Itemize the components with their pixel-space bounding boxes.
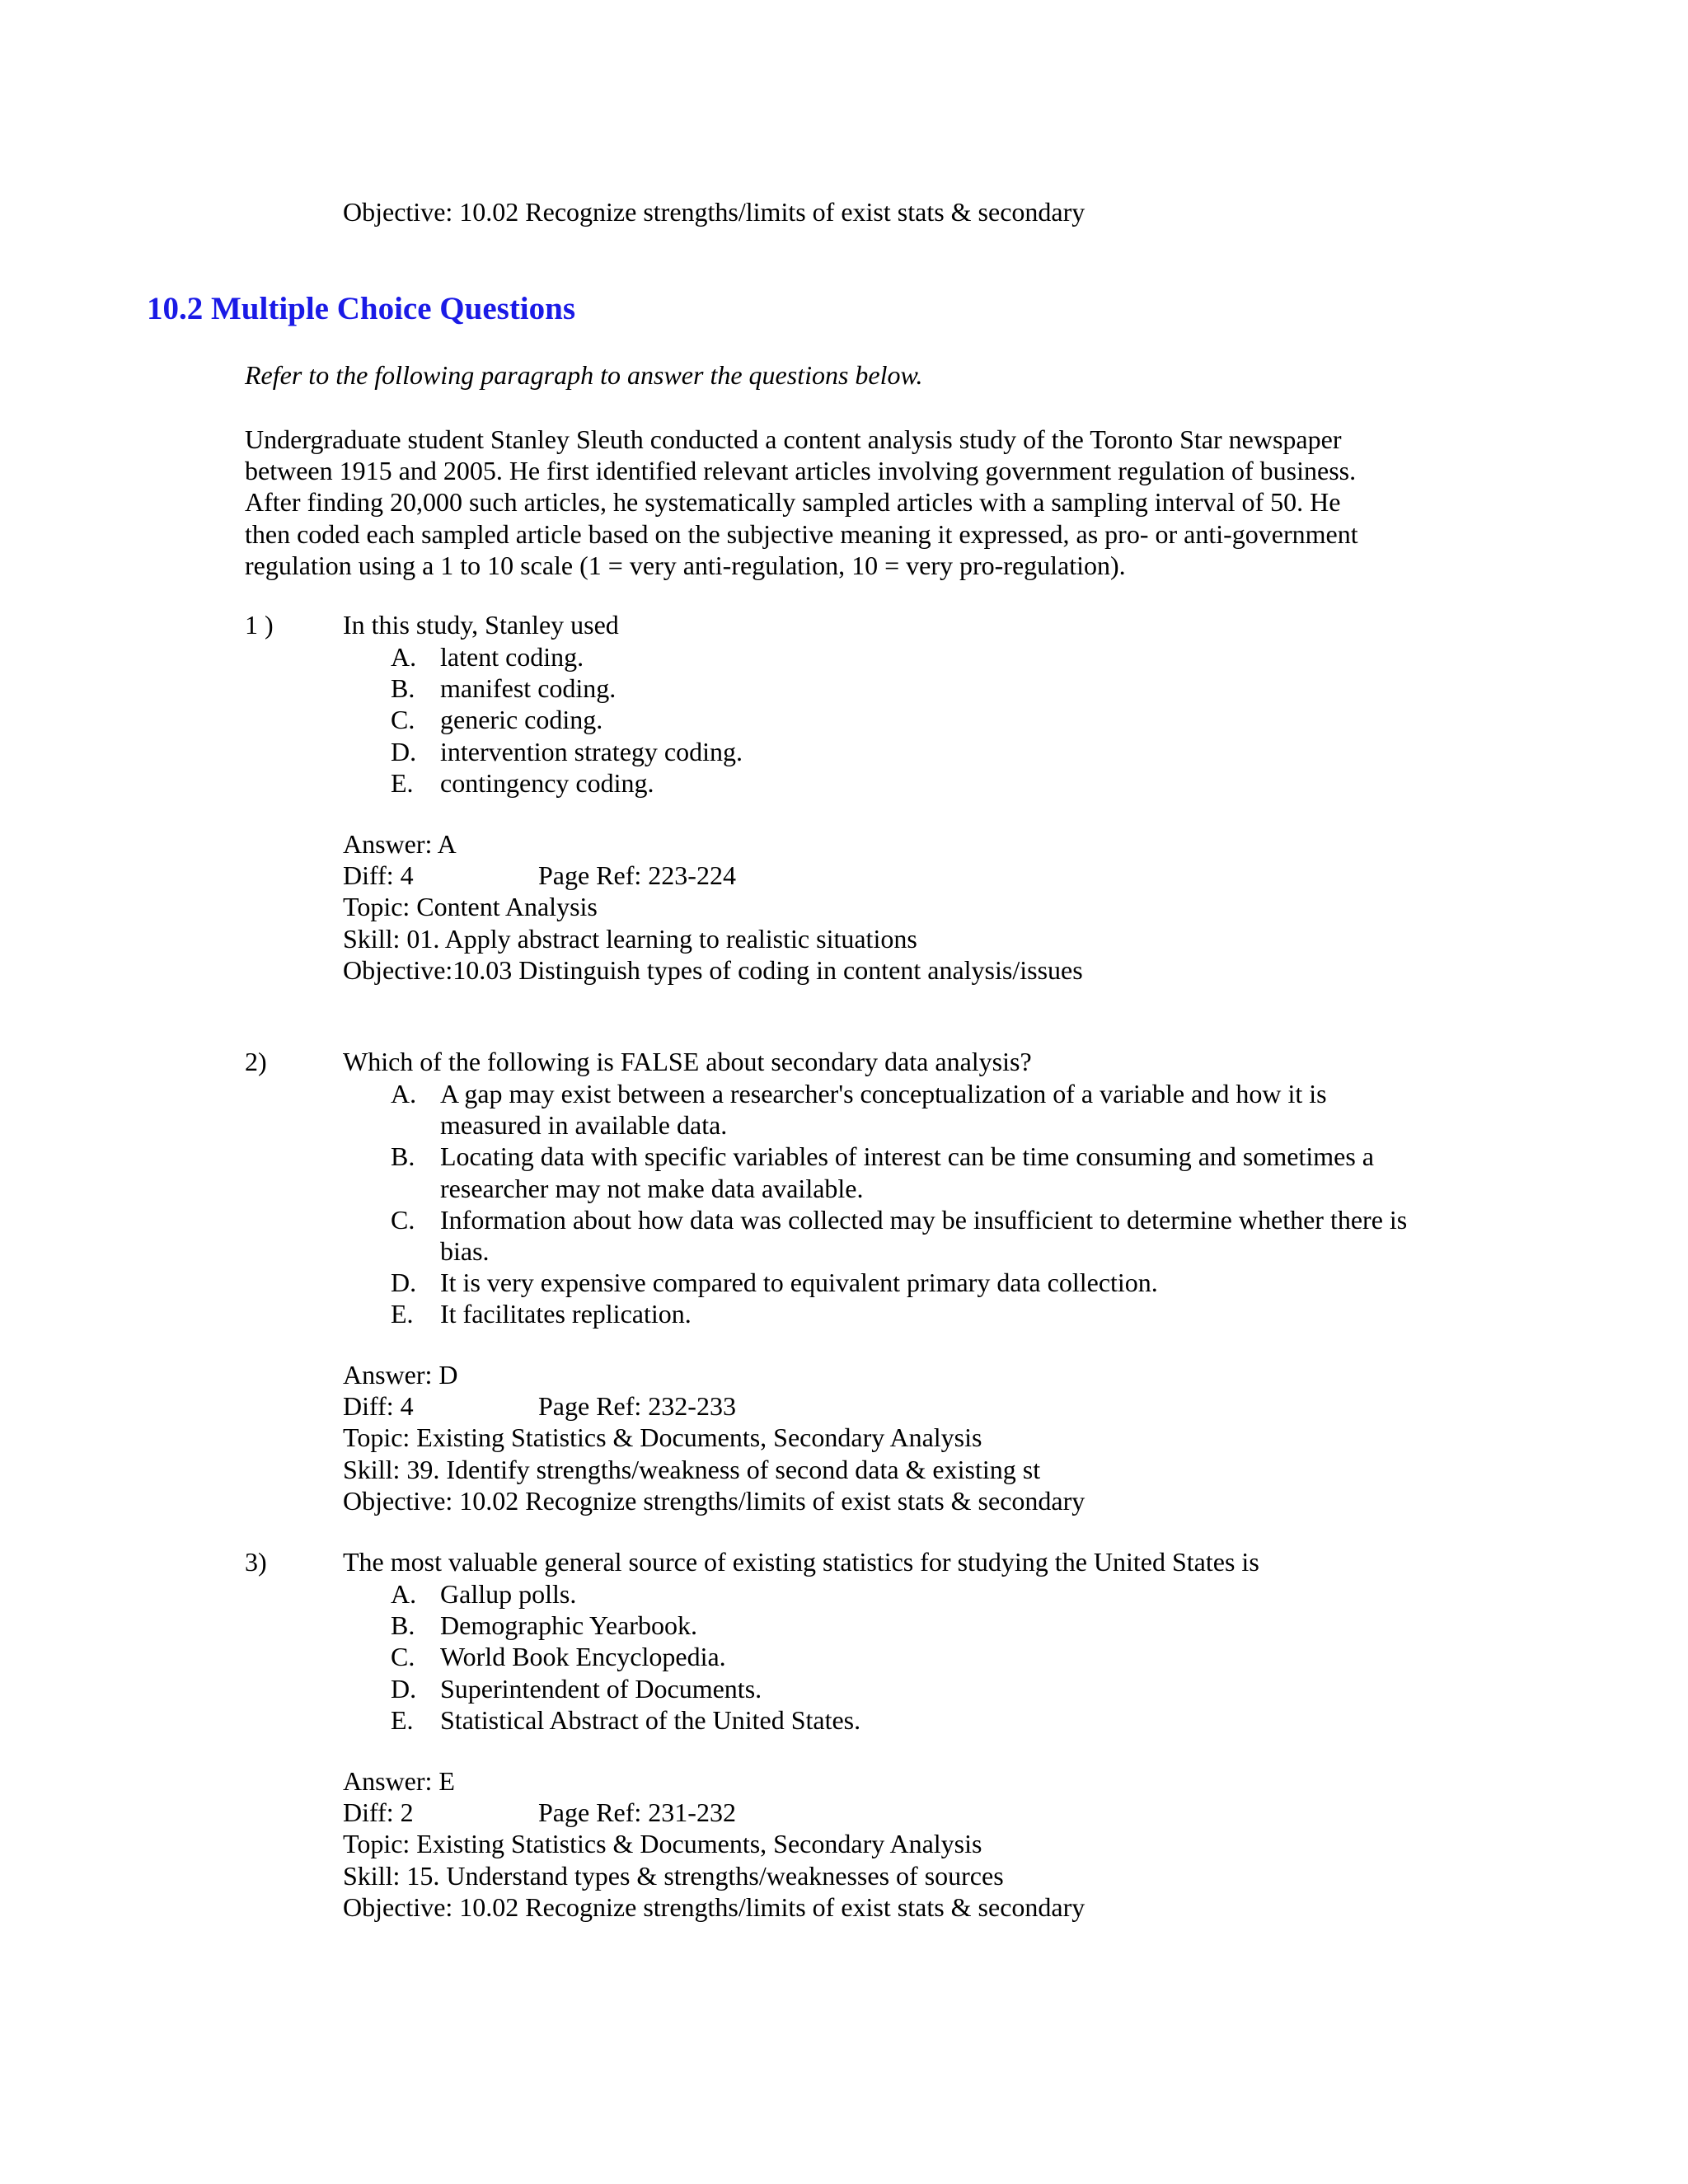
answer-option	[391, 1610, 1429, 1641]
difficulty-row	[343, 1797, 1085, 1828]
difficulty: Diff: 4	[343, 860, 414, 891]
option-text: World Book Encyclopedia.	[440, 1642, 726, 1672]
scenario-paragraph	[245, 424, 1432, 581]
answer-options	[391, 641, 1429, 799]
answer-option	[391, 1078, 1429, 1141]
option-text: contingency coding.	[440, 767, 654, 798]
section-heading: 10.2 Multiple Choice Questions	[147, 291, 576, 326]
option-text: Locating data with specific variables of interest can be time consuming and sometimes a researcher may not make data available.	[440, 1141, 1374, 1203]
option-text: It facilitates replication.	[440, 1299, 692, 1329]
option-letter: D.	[391, 736, 417, 766]
option-letter: C.	[391, 1204, 415, 1235]
question-number: 1 )	[245, 610, 274, 640]
question-stem: In this study, Stanley used	[343, 610, 619, 640]
option-letter: A.	[391, 1579, 417, 1609]
option-letter: D.	[391, 1268, 417, 1298]
question-stem: The most valuable general source of existing statistics for studying the United States is	[343, 1547, 1259, 1577]
option-letter: C.	[391, 1642, 415, 1672]
difficulty-row	[343, 860, 1083, 891]
option-text: generic coding.	[440, 705, 603, 735]
objective: Objective: 10.02 Recognize strengths/limits of exist stats & secondary	[343, 1485, 1085, 1516]
option-letter: A.	[391, 642, 417, 672]
paragraph-line: regulation using a 1 to 10 scale (1 = very anti-regulation, 10 = very pro-regulation).	[245, 550, 1126, 580]
question-metadata	[343, 1765, 1085, 1923]
option-letter: D.	[391, 1673, 417, 1704]
option-text: Superintendent of Documents.	[440, 1673, 762, 1704]
option-text: latent coding.	[440, 642, 584, 672]
answer-options	[391, 1578, 1429, 1736]
difficulty: Diff: 2	[343, 1797, 414, 1828]
objective: Objective: 10.02 Recognize strengths/limits of exist stats & secondary	[343, 1891, 1085, 1922]
question-number: 3)	[245, 1547, 267, 1577]
previous-question-objective: Objective: 10.02 Recognize strengths/limits of exist stats & secondary	[343, 197, 1085, 227]
answer-option	[391, 1578, 1429, 1610]
option-letter: E.	[391, 767, 414, 798]
answer-key: Answer: D	[343, 1360, 458, 1390]
page-reference: Page Ref: 231-232	[538, 1797, 736, 1828]
topic: Topic: Content Analysis	[343, 892, 598, 922]
answer-key: Answer: A	[343, 829, 457, 859]
question-metadata	[343, 1359, 1085, 1516]
topic: Topic: Existing Statistics & Documents, Secondary Analysis	[343, 1829, 982, 1859]
topic: Topic: Existing Statistics & Documents, Secondary Analysis	[343, 1422, 982, 1453]
paragraph-line: between 1915 and 2005. He first identified relevant articles involving government regulation of business.	[245, 456, 1357, 486]
paragraph-line: then coded each sampled article based on the subjective meaning it expressed, as pro- or anti-government	[245, 518, 1358, 549]
option-letter: C.	[391, 705, 415, 735]
option-text: Demographic Yearbook.	[440, 1610, 697, 1641]
answer-option	[391, 1204, 1429, 1267]
paragraph-line: After finding 20,000 such articles, he systematically sampled articles with a sampling interval of 50. He	[245, 487, 1341, 518]
difficulty: Diff: 4	[343, 1391, 414, 1422]
option-letter: E.	[391, 1299, 414, 1329]
skill: Skill: 39. Identify strengths/weakness of second data & existing st	[343, 1454, 1041, 1484]
answer-option	[391, 1673, 1429, 1704]
answer-option	[391, 704, 1429, 735]
option-letter: A.	[391, 1079, 417, 1108]
option-letter: B.	[391, 673, 415, 704]
option-text: Gallup polls.	[440, 1579, 577, 1609]
question-number: 2)	[245, 1047, 267, 1076]
difficulty-row	[343, 1390, 1085, 1422]
skill: Skill: 01. Apply abstract learning to realistic situations	[343, 923, 917, 954]
skill: Skill: 15. Understand types & strengths/weaknesses of sources	[343, 1860, 1004, 1891]
answer-option	[391, 767, 1429, 799]
option-letter: B.	[391, 1141, 415, 1172]
answer-option	[391, 1141, 1429, 1203]
option-text: A gap may exist between a researcher's conceptualization of a variable and how it is measured in available data.	[440, 1079, 1327, 1141]
answer-option	[391, 641, 1429, 673]
answer-option	[391, 1298, 1429, 1329]
answer-option	[391, 1267, 1429, 1298]
question-stem: Which of the following is FALSE about secondary data analysis?	[343, 1047, 1032, 1076]
option-text: It is very expensive compared to equivalent primary data collection.	[440, 1268, 1158, 1298]
intro-instruction: Refer to the following paragraph to answer the questions below.	[245, 360, 923, 390]
answer-options	[391, 1078, 1429, 1330]
question-metadata	[343, 828, 1083, 986]
page-reference: Page Ref: 232-233	[538, 1391, 736, 1422]
option-text: intervention strategy coding.	[440, 736, 743, 766]
option-text: manifest coding.	[440, 673, 617, 704]
paragraph-line: Undergraduate student Stanley Sleuth conducted a content analysis study of the Toronto Star newspaper	[245, 424, 1342, 454]
option-letter: B.	[391, 1610, 415, 1641]
answer-option	[391, 673, 1429, 704]
answer-option	[391, 1704, 1429, 1736]
option-text: Information about how data was collected may be insufficient to determine whether there is bias.	[440, 1204, 1408, 1267]
answer-option	[391, 736, 1429, 767]
answer-option	[391, 1641, 1429, 1672]
page-reference: Page Ref: 223-224	[538, 860, 736, 891]
objective: Objective:10.03 Distinguish types of coding in content analysis/issues	[343, 954, 1083, 985]
option-letter: E.	[391, 1704, 414, 1735]
answer-key: Answer: E	[343, 1766, 455, 1796]
option-text: Statistical Abstract of the United States.	[440, 1704, 861, 1735]
